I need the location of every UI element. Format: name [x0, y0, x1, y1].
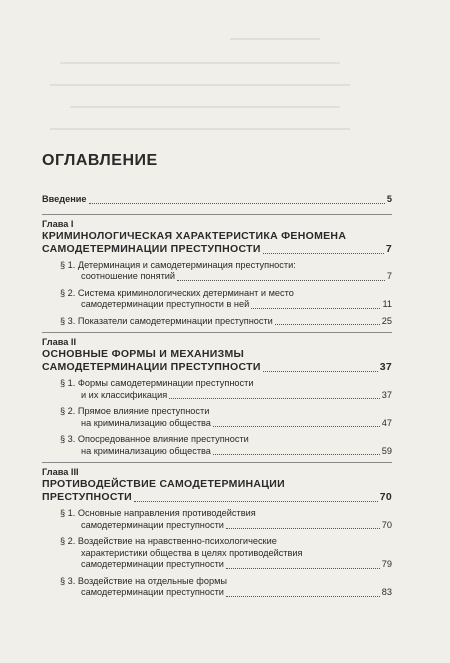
- section-last-line-page: 37: [381, 389, 392, 400]
- chapter-title-last-line-text: САМОДЕТЕРМИНАЦИИ ПРЕСТУПНОСТИ: [42, 242, 261, 255]
- section-last-line-text: на криминализацию общества: [81, 417, 211, 428]
- chapter-title-line: ОСНОВНЫЕ ФОРМЫ И МЕХАНИЗМЫ: [42, 348, 245, 360]
- section-last-line-text: самодетерминации преступности: [81, 519, 224, 530]
- chapter-title-last-line-page: 70: [379, 491, 392, 503]
- section-line: § 1. Детерминация и самодетерминация преступности:: [60, 259, 296, 270]
- introduction-title: Введение: [42, 194, 87, 204]
- chapter-sections: [42, 260, 392, 328]
- section-entry: [60, 406, 392, 429]
- introduction-page: 5: [386, 194, 392, 204]
- section-last-line-page: 79: [381, 559, 392, 569]
- section-last-line-text: самодетерминации преступности: [81, 559, 224, 569]
- leader-dots: [169, 398, 379, 399]
- leader-dots: [275, 324, 380, 325]
- chapter-title-line: ПРОТИВОДЕЙСТВИЕ САМОДЕТЕРМИНАЦИИ: [42, 478, 285, 490]
- section-last-line: [60, 418, 392, 430]
- section-last-line-text: на криминализацию общества: [81, 445, 211, 456]
- section-entry: [60, 288, 392, 311]
- section-last-line: [60, 390, 392, 402]
- chapter-title: [42, 348, 392, 374]
- leader-dots: [251, 308, 380, 309]
- section-last-line-page: 47: [381, 417, 392, 428]
- leader-dots: [213, 454, 380, 455]
- chapter-label: Глава III: [42, 467, 79, 477]
- bleed-through-text: [40, 8, 390, 143]
- section-last-line: [60, 271, 392, 283]
- section-last-line-text: самодетерминации преступности: [81, 587, 224, 597]
- section-last-line: [60, 316, 392, 328]
- leader-dots: [263, 253, 384, 254]
- toc-heading: ОГЛАВЛЕНИЕ: [42, 152, 158, 169]
- section-line: § 2. Система криминологических детерминант и место: [60, 287, 294, 298]
- section-line: § 3. Воздействие на отдельные формы: [60, 575, 227, 586]
- section-entry: [60, 260, 392, 283]
- section-line: § 1. Основные направления противодействия: [60, 508, 256, 518]
- section-last-line: [60, 520, 392, 532]
- chapter-label: Глава I: [42, 218, 74, 229]
- leader-dots: [213, 426, 380, 427]
- leader-dots: [263, 371, 378, 372]
- section-line: § 1. Формы самодетерминации преступности: [60, 378, 254, 388]
- leader-dots: [226, 528, 380, 529]
- chapter-title-last-line: [42, 243, 392, 256]
- section-line: § 2. Прямое влияние преступности: [60, 406, 210, 416]
- chapter-title-last-line-text: САМОДЕТЕРМИНАЦИИ ПРЕСТУПНОСТИ: [42, 361, 261, 373]
- section-last-line-text: и их классификация: [81, 389, 168, 400]
- chapter-title: [42, 478, 392, 504]
- leader-dots: [134, 501, 378, 502]
- chapter-2: [42, 332, 392, 457]
- chapter-title: [42, 230, 392, 256]
- chapter-divider: [42, 214, 392, 215]
- leader-dots: [177, 280, 385, 281]
- chapter-3: [42, 462, 392, 599]
- section-entry: [60, 508, 392, 531]
- section-line: § 3. Опосредованное влияние преступности: [60, 434, 249, 444]
- section-last-line: [60, 559, 392, 571]
- section-last-line-page: 83: [381, 587, 392, 597]
- chapter-title-line: КРИМИНОЛОГИЧЕСКАЯ ХАРАКТЕРИСТИКА ФЕНОМЕНА: [42, 229, 347, 242]
- section-line: § 2. Воздействие на нравственно-психологические: [60, 536, 277, 546]
- section-last-line: [60, 446, 392, 458]
- section-last-line: [60, 587, 392, 599]
- chapter-divider: [42, 332, 392, 333]
- section-line: характеристики общества в целях противодействия: [81, 547, 303, 558]
- section-entry: [60, 536, 392, 571]
- chapter-title-last-line: [42, 361, 392, 374]
- section-last-line-page: 7: [386, 271, 392, 281]
- chapter-title-last-line-page: 37: [379, 361, 392, 373]
- section-last-line-text: § 3. Показатели самодетерминации преступности: [60, 315, 273, 326]
- section-last-line-page: 25: [381, 315, 392, 326]
- chapter-1: [42, 214, 392, 328]
- section-last-line-text: самодетерминации преступности в ней: [81, 299, 250, 309]
- section-last-line-page: 70: [381, 519, 392, 530]
- section-last-line-page: 11: [382, 299, 392, 309]
- chapters-list: [42, 214, 392, 599]
- chapter-divider: [42, 462, 392, 463]
- leader-dots: [226, 568, 380, 569]
- chapter-label: Глава II: [42, 337, 76, 347]
- section-last-line: [60, 299, 392, 311]
- section-entry: [60, 434, 392, 457]
- table-of-contents: [42, 152, 392, 604]
- toc-entry-introduction: [42, 194, 392, 206]
- chapter-sections: [42, 378, 392, 457]
- section-entry: [60, 378, 392, 401]
- section-last-line-text: соотношение понятий: [81, 271, 176, 281]
- chapter-title-last-line-page: 7: [385, 242, 392, 255]
- chapter-title-last-line: [42, 491, 392, 504]
- section-last-line-page: 59: [381, 445, 392, 456]
- leader-dots: [89, 203, 385, 204]
- section-entry: [60, 576, 392, 599]
- chapter-title-last-line-text: ПРЕСТУПНОСТИ: [42, 491, 132, 503]
- section-entry: [60, 316, 392, 328]
- chapter-sections: [42, 508, 392, 599]
- leader-dots: [226, 596, 380, 597]
